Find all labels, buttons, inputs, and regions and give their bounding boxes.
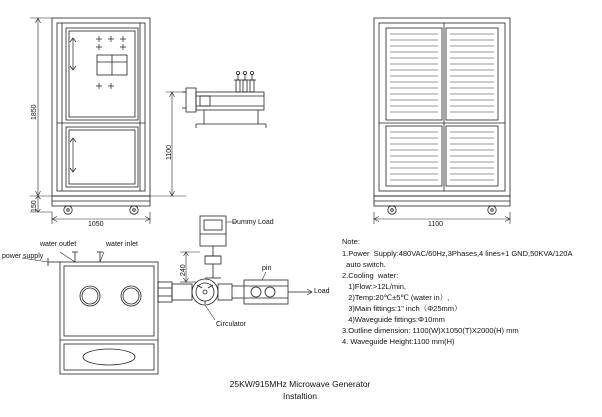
dim-1100-left-label: 1100	[166, 144, 173, 160]
dummy-load-label: Dummy Load	[232, 219, 274, 226]
power-supply-label: power supply	[2, 253, 44, 260]
note-item-5: 3)Main fittings:1" inch（Φ25mm）	[342, 304, 462, 313]
waveguide-flange-left	[186, 88, 196, 112]
topview-flange	[158, 282, 172, 302]
dim-1100-right-label: 1100	[428, 221, 444, 228]
dim-1850-label: 1850	[31, 104, 38, 120]
water-inlet-label: water inlet	[106, 241, 138, 248]
note-item-6: 4)Waveguide fittings:Φ10mm	[342, 315, 445, 324]
topview-cabinet	[60, 262, 158, 374]
drawing-title-line2: Instaltion	[282, 391, 318, 401]
waveguide-pins	[234, 71, 256, 92]
pin-label: pin	[262, 265, 272, 272]
load-label: Load	[314, 288, 330, 295]
circulator-label: Circulator	[216, 321, 246, 328]
note-item-4: 2)Temp:20℃±5℃ (water in）,	[342, 293, 450, 302]
topview-oval	[83, 349, 135, 365]
topview-port-left	[80, 286, 100, 306]
dim-150-label: 150	[31, 200, 38, 212]
note-item-2: 2.Cooling water:	[342, 271, 399, 280]
notes-heading: Note:	[342, 237, 360, 246]
dim-1050-label: 1050	[88, 221, 104, 228]
note-item-0: 1.Power Supply:480VAC/60Hz,3Phases,4 lines+1 GND,50KVA/120A	[342, 249, 573, 258]
note-item-8: 4. Waveguide Height:1100 mm(H)	[342, 337, 455, 346]
cabinet-lower-door	[66, 127, 138, 187]
caster-wheels	[64, 206, 138, 214]
waveguide-body	[196, 92, 264, 110]
dim-240-label: 240	[180, 264, 187, 276]
note-item-3: 1)Flow:>12L/min,	[342, 282, 406, 291]
drawing-title-line1: 25KW/915MHz Microwave Generator	[229, 379, 371, 389]
note-item-7: 3.Outline dimension: 1100(W)X1050(T)X2000(H) mm	[342, 326, 519, 335]
topview-port-right	[121, 286, 141, 306]
note-item-1: auto switch.	[342, 260, 386, 269]
water-outlet-label: water outlet	[40, 241, 77, 248]
